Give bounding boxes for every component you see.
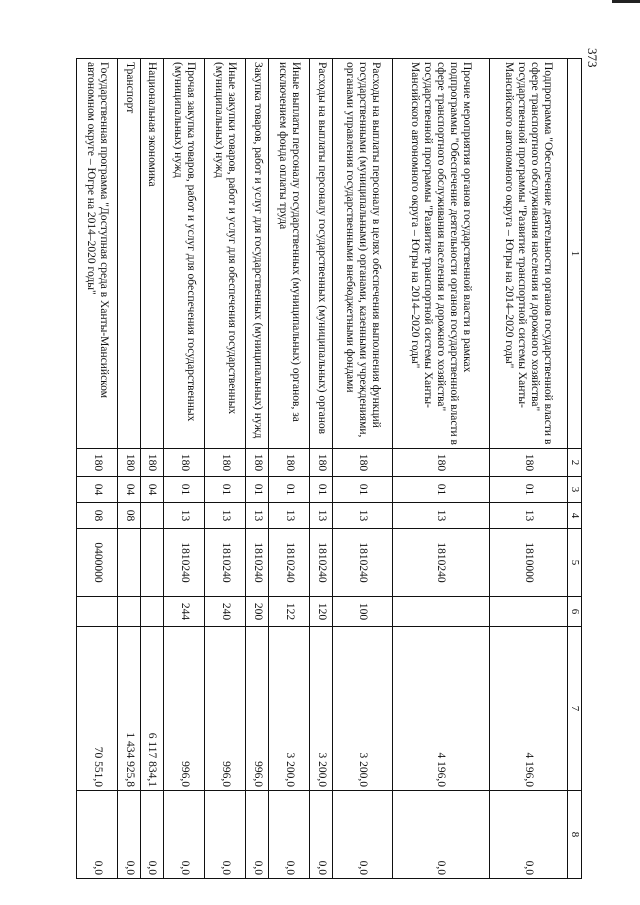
row-code-subsection: 13: [205, 503, 246, 529]
row-code-expense-type: [141, 597, 164, 627]
header-cell: 5: [568, 529, 582, 597]
row-code-target: 1810240: [163, 529, 204, 597]
row-name: Национальная экономика: [141, 59, 164, 449]
row-code-section: 01: [310, 477, 333, 503]
row-name: Транспорт: [118, 59, 141, 449]
row-amount: 996,0: [205, 627, 246, 791]
row-code-target: [141, 529, 164, 597]
page-number: 373: [585, 48, 600, 68]
row-code-subsection: 08: [77, 503, 118, 529]
row-code-target: 1810240: [205, 529, 246, 597]
row-code-target: 1810240: [246, 529, 269, 597]
header-cell: 6: [568, 597, 582, 627]
row-name: Расходы на выплаты персоналу в целях обеспечения выполнения функций государственными (муниципальными) органами, казенными учреждениями, органами управления государственными внебюджетными фондами: [333, 59, 393, 449]
row-code-subsection: 13: [392, 503, 489, 529]
row-code-section: 01: [392, 477, 489, 503]
row-code-section: 04: [118, 477, 141, 503]
row-amount-2: 0,0: [246, 791, 269, 879]
row-code-section: 04: [141, 477, 164, 503]
row-code-section: 01: [333, 477, 393, 503]
row-code-expense-type: 244: [163, 597, 204, 627]
row-amount-2: 0,0: [205, 791, 246, 879]
row-code-target: 0400000: [77, 529, 118, 597]
row-amount: 4 196,0: [392, 627, 489, 791]
row-amount: 3 200,0: [333, 627, 393, 791]
row-amount: 3 200,0: [269, 627, 310, 791]
header-cell: 1: [568, 59, 582, 449]
row-amount: 3 200,0: [310, 627, 333, 791]
row-code-subsection: 13: [163, 503, 204, 529]
header-cell: 7: [568, 627, 582, 791]
row-code-section: 01: [489, 477, 567, 503]
row-amount-2: 0,0: [333, 791, 393, 879]
table-body: [77, 59, 568, 879]
row-amount-2: 0,0: [141, 791, 164, 879]
header-cell: 4: [568, 503, 582, 529]
row-amount-2: 0,0: [269, 791, 310, 879]
row-code-subsection: 13: [246, 503, 269, 529]
row-code-subsection: 08: [118, 503, 141, 529]
row-code-expense-type: [118, 597, 141, 627]
budget-table: [76, 58, 582, 879]
row-code-expense-type: 240: [205, 597, 246, 627]
row-amount: 1 434 925,8: [118, 627, 141, 791]
row-code-subsection: 13: [269, 503, 310, 529]
row-code-section: 01: [246, 477, 269, 503]
row-name: Закупка товаров, работ и услуг для государственных (муниципальных) нужд: [246, 59, 269, 449]
table-row: [392, 59, 489, 879]
row-code-admin: 180: [246, 449, 269, 477]
row-code-target: 1810240: [392, 529, 489, 597]
table-row: [489, 59, 567, 879]
table-row: [141, 59, 164, 879]
row-code-subsection: 13: [310, 503, 333, 529]
row-code-admin: 180: [310, 449, 333, 477]
row-code-expense-type: [77, 597, 118, 627]
row-amount-2: 0,0: [310, 791, 333, 879]
row-code-subsection: 13: [333, 503, 393, 529]
row-amount-2: 0,0: [489, 791, 567, 879]
table-row: [269, 59, 310, 879]
row-code-target: 1810000: [489, 529, 567, 597]
row-code-admin: 180: [141, 449, 164, 477]
row-code-admin: 180: [163, 449, 204, 477]
row-amount: 70 551,0: [77, 627, 118, 791]
row-amount: 4 196,0: [489, 627, 567, 791]
row-name: Государственная программа "Доступная среда в Ханты-Мансийском автономном округе – Югре на 2014–2020 годы": [77, 59, 118, 449]
row-code-admin: 180: [392, 449, 489, 477]
row-amount-2: 0,0: [392, 791, 489, 879]
row-code-subsection: 13: [489, 503, 567, 529]
row-amount: 996,0: [163, 627, 204, 791]
row-code-target: 1810240: [269, 529, 310, 597]
row-code-admin: 180: [77, 449, 118, 477]
header-cell: 3: [568, 477, 582, 503]
table-row: [118, 59, 141, 879]
row-amount-2: 0,0: [118, 791, 141, 879]
table-row: [310, 59, 333, 879]
scan-edge-mark: [612, 0, 640, 3]
row-code-subsection: [141, 503, 164, 529]
table-row: [163, 59, 204, 879]
row-name: Прочая закупка товаров, работ и услуг для обеспечения государственных (муниципальных) нужд: [163, 59, 204, 449]
row-name: Иные закупки товаров, работ и услуг для обеспечения государственных (муниципальных) нужд: [205, 59, 246, 449]
header-cell: 2: [568, 449, 582, 477]
rotated-page: [76, 58, 582, 878]
row-code-admin: 180: [118, 449, 141, 477]
row-amount: 996,0: [246, 627, 269, 791]
header-row: [568, 59, 582, 879]
row-code-admin: 180: [205, 449, 246, 477]
row-amount-2: 0,0: [163, 791, 204, 879]
table-row: [77, 59, 118, 879]
row-code-target: 1810240: [310, 529, 333, 597]
row-code-admin: 180: [489, 449, 567, 477]
row-code-section: 01: [163, 477, 204, 503]
row-code-expense-type: 100: [333, 597, 393, 627]
row-code-admin: 180: [269, 449, 310, 477]
table-row: [246, 59, 269, 879]
table-row: [333, 59, 393, 879]
row-code-expense-type: 120: [310, 597, 333, 627]
row-name: Иные выплаты персоналу государственных (муниципальных) органов, за исключением фонда оплаты труда: [269, 59, 310, 449]
row-name: Подпрограмма "Обеспечение деятельности органов государственной власти в сфере транспортного обслуживания населения и дорожного хозяйства" государственной программы "Развитие транспортной системы Ханты-Мансийского автономного округа – Югры на 2014–2020 годы": [489, 59, 567, 449]
row-code-section: 01: [205, 477, 246, 503]
row-code-target: 1810240: [333, 529, 393, 597]
row-amount: 6 117 834,1: [141, 627, 164, 791]
header-cell: 8: [568, 791, 582, 879]
row-code-target: [118, 529, 141, 597]
row-amount-2: 0,0: [77, 791, 118, 879]
row-name: Прочие мероприятия органов государственной власти в рамках подпрограммы "Обеспечение деятельности органов государственной власти в сфере транспортного обслуживания населения и дорожного хозяйства" государственной программы "Развитие транспортной системы Ханты-Мансийского автономного округа – Югры на 2014–2020 годы": [392, 59, 489, 449]
row-code-section: 01: [269, 477, 310, 503]
row-code-section: 04: [77, 477, 118, 503]
table-row: [205, 59, 246, 879]
row-code-expense-type: 200: [246, 597, 269, 627]
row-code-admin: 180: [333, 449, 393, 477]
row-code-expense-type: [392, 597, 489, 627]
row-code-expense-type: [489, 597, 567, 627]
row-name: Расходы на выплаты персоналу государственных (муниципальных) органов: [310, 59, 333, 449]
row-code-expense-type: 122: [269, 597, 310, 627]
